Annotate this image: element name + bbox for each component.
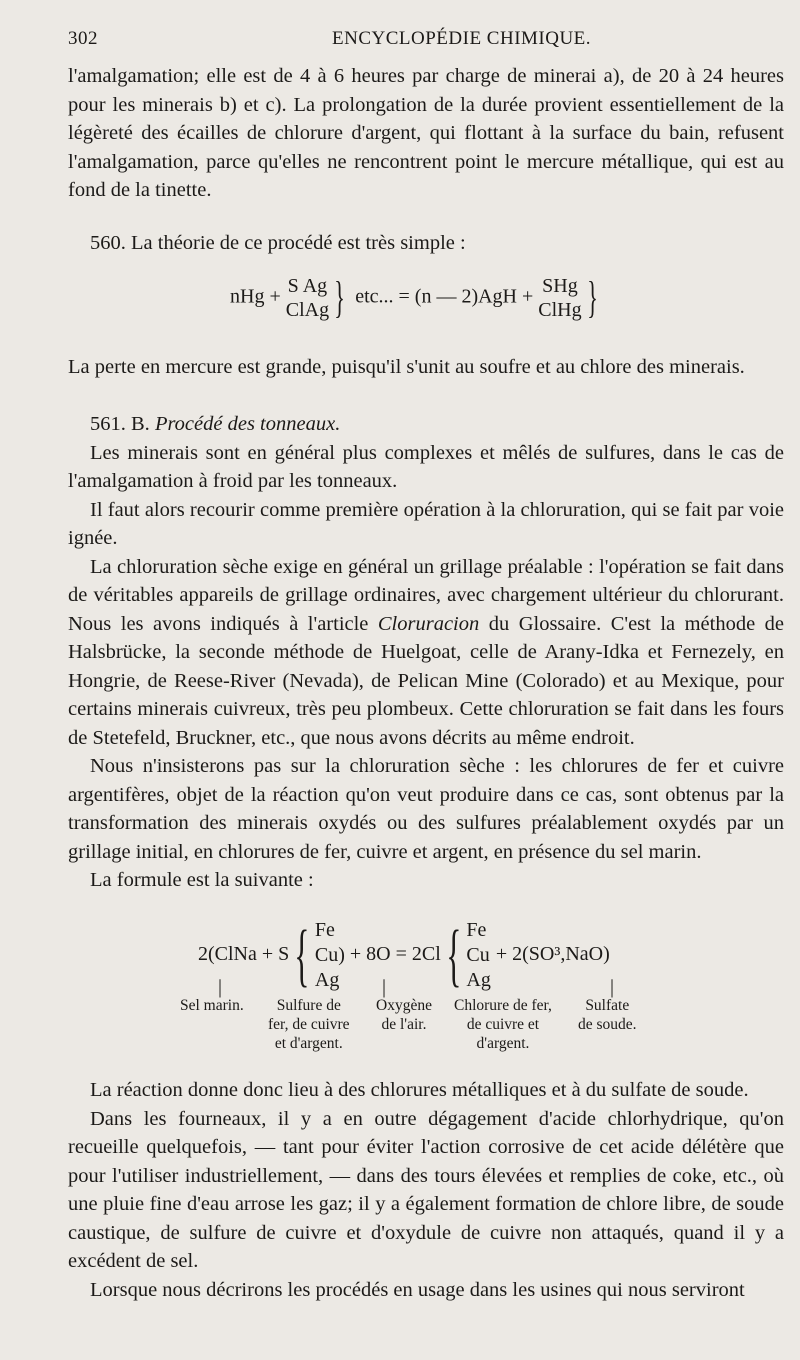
page-number: 302 <box>68 28 98 49</box>
paragraph-560: 560. La théorie de ce procédé est très simple : <box>90 232 466 254</box>
paragraph-reaction: La réaction donne donc lieu à des chlorures métalliques et à du sulfate de soude. Dans les fourneaux, il y a en outre dégagement d'acide chlorhydrique, qu'on recueille quelquefois, — tant pour éviter l'action corrosive de cet acide délétère que pour l'utiliser industriellement, — dans des tours élevées et remplies de coke, etc., où une pluie fine d'eau arrose les gaz; il y a également formation de chlore libre, de soude caustique, de sulfure de cuivre et d'oxydule de cuivre non attaqués, quand il y a excédent de sel. Lorsque nous décrirons les procédés en usage dans les usines qui nous serviront <box>68 1079 784 1301</box>
book-page: 302 ENCYCLOPÉDIE CHIMIQUE. l'amalgamation; elle est de 4 à 6 heures par charge de minerai a), de 20 à 24 heures pour les minerais b) et c). La prolongation de la durée provient essentiellement de la légèreté des écailles de chlorure d'argent, qui flottant à la surface du bain, refusent l'amalgamation, parce qu'elles ne rencontrent point le mercure métallique, qui est au fond de la tinette. 560. La théorie de ce procédé est très simple : nHg + S Ag ClAg } etc... = (n — 2)AgH + SHg ClHg } La perte en mercure est grande, puisqu'il s'unit au soufre et au chlore des minerais. 561. B. Procédé des tonneaux. Les minerais sont en général plus complexes et mêlés de sulfures, dans le cas de l'amalgamation à froid par les tonneaux. Il faut alors recourir comme première opération à la chloruration, qui se fait par voie ignée. La chloruration sèche exige en général un grillage préalable : l'opération se fait dans de véritables appareils de grillage ordinaires, avec chargement ultérieur du chlorurant. Nous les avons indiqués à l'article Cloruracion du Glossaire. C'est la méthode de Halsbrücke, la seconde méthode de Huelgoat, celle de Arany-Idka et Fernezely, en Hongrie, de Reese-River (Nevada), de Pelican Mine (Colorado) et au Mexique, pour certains minerais cuivreux, très peu plombeux. Cette chloruration se fait dans les fours de Stetefeld, Bruckner, etc., que nous avons décrits au même endroit. Nous n'insisterons pas sur la chloruration sèche : les chlorures de fer et cuivre argentifères, objet de la réaction qu'on veut produire dans ce cas, sont obtenus par la transformation des minerais oxydés ou des sulfures préalablement oxydés par un grillage initial, en chlorures de fer, cuivre et argent, en présence du sel marin. La formule est la suivante : 2(ClNa + S{ Fe Cu) Ag + 8O = 2Cl{ Fe Cu Ag + 2(SO³,NaO) | | | Sel marin. Sulfure de fer, de cuivre et d'argent. Oxygène de l'air. Chlorure de fer, de cuivre et d'argent. Sulfate de soude. La réaction donne donc lieu à des chlorures métalliques et à du sulfate de soude. Dans les fourneaux, il y a en outre dégagement d'acide chlorhydrique, qu'on recueille quelquefois, — tant pour éviter l'action corrosive de cet acide délétère que pour l'utiliser industriellement, — dans des tours élevées et remplies de coke, etc., où une pluie fine d'eau arrose les gaz; il y a également formation de chlore libre, de soude caustique, de sulfure de cuivre et d'oxydule de cuivre non attaqués, quand il y a excédent de sel. Lorsque nous décrirons les procédés en usage dans les usines qui nous serviront <box>0 0 800 1360</box>
formula-chloruration: 2(ClNa + S{ Fe Cu) Ag + 8O = 2Cl{ Fe Cu Ag + 2(SO³,NaO) <box>198 916 610 994</box>
formula-mercury: nHg + S Ag ClAg } etc... = (n — 2)AgH + SHg ClHg } <box>230 273 598 322</box>
section-561: 561. B. Procédé des tonneaux. Les minerais sont en général plus complexes et mêlés de sulfures, dans le cas de l'amalgamation à froid par les tonneaux. Il faut alors recourir comme première opération à la chloruration, qui se fait par voie ignée. La chloruration sèche exige en général un grillage préalable : l'opération se fait dans de véritables appareils de grillage ordinaires, avec chargement ultérieur du chlorurant. Nous les avons indiqués à l'article Cloruracion du Glossaire. C'est la méthode de Halsbrücke, la seconde méthode de Huelgoat, celle de Arany-Idka et Fernezely, en Hongrie, de Reese-River (Nevada), de Pelican Mine (Colorado) et au Mexique, pour certains minerais cuivreux, très peu plombeux. Cette chloruration se fait dans les fours de Stetefeld, Bruckner, etc., que nous avons décrits au même endroit. Nous n'insisterons pas sur la chloruration sèche : les chlorures de fer et cuivre argentifères, objet de la réaction qu'on veut produire dans ce cas, sont obtenus par la transformation des minerais oxydés ou des sulfures préalablement oxydés par un grillage initial, en chlorures de fer, cuivre et argent, en présence du sel marin. La formule est la suivante : <box>68 413 785 891</box>
running-title: ENCYCLOPÉDIE CHIMIQUE. <box>332 28 592 49</box>
paragraph-mercury-loss: La perte en mercure est grande, puisqu'il s'unit au soufre et au chlore des minerais. <box>68 356 745 378</box>
paragraph-amalgamation: l'amalgamation; elle est de 4 à 6 heures par charge de minerai a), de 20 à 24 heures pour les minerais b) et c). La prolongation de la durée provient essentiellement de la légèreté des écailles de chlorure d'argent, qui flottant à la surface du bain, refusent l'amalgamation, parce qu'elles ne rencontrent point le mercure métallique, qui est au fond de la tinette. <box>68 65 784 201</box>
